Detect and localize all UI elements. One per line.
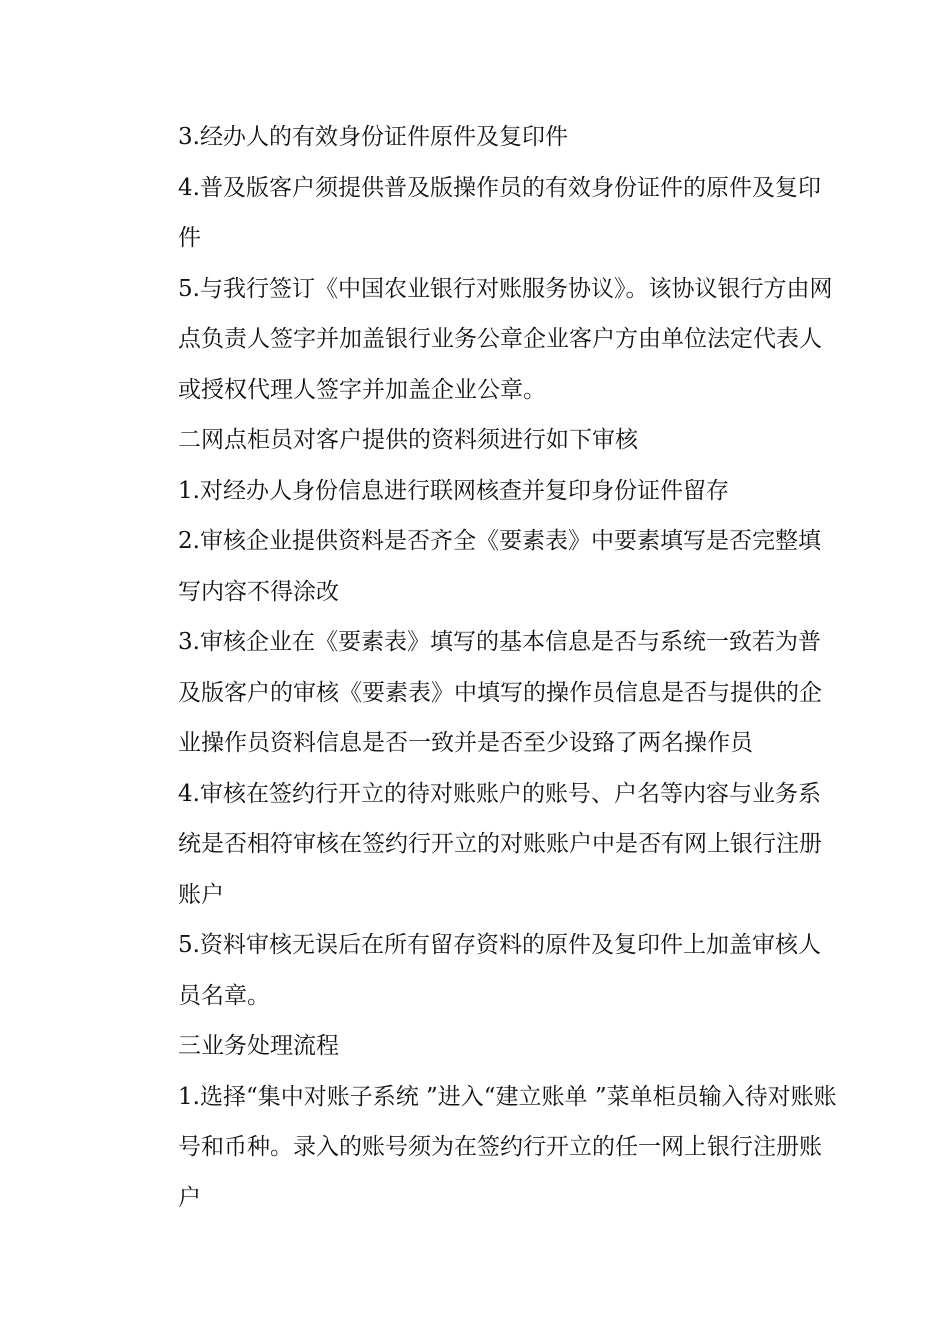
text-line: 3.经办人的有效身份证件原件及复印件 [178,124,568,150]
text-line: 3.审核企业在《要素表》填写的基本信息是否与系统一致若为普 [178,629,821,655]
section-heading: 二网点柜员对客户提供的资料须进行如下审核 [178,427,638,453]
text-line: 件 [178,225,201,251]
text-line: 1.对经办人身份信息进行联网核查并复印身份证件留存 [178,477,729,504]
text-line: 写内容不得涂改 [178,578,339,605]
document-body [178,112,837,1223]
text-line: 号和币种。录入的账号须为在签约行开立的任一网上银行注册账 [178,1134,822,1160]
text-line: 4.普及版客户须提供普及版操作员的有效身份证件的原件及复印 [178,174,821,201]
text-line: 点负责人签字并加盖银行业务公章企业客户方由单位法定代表人 [178,326,822,352]
section-heading: 三业务处理流程 [178,1033,339,1059]
text-line: 1.选择“集中对账子系统 ”进入“建立账单 ”菜单柜员输入待对账账 [178,1083,837,1110]
text-line: 5.资料审核无误后在所有留存资料的原件及复印件上加盖审核人 [178,932,821,958]
text-line: 4.审核在签约行开立的待对账账户的账号、户名等内容与业务系 [178,780,821,807]
text-line: 员名章。 [178,982,270,1009]
text-line: 或授权代理人签字并加盖企业公章。 [178,376,546,403]
text-line: 5.与我行签订《中国农业银行对账服务协议》。该协议银行方由网 [178,275,833,302]
text-line: 业操作员资料信息是否一致并是否至少设臵了两名操作员 [178,730,753,756]
text-line: 账户 [178,881,224,908]
text-line: 及版客户的审核《要素表》中填写的操作员信息是否与提供的企 [178,679,822,706]
text-line: 统是否相符审核在签约行开立的对账账户中是否有网上银行注册 [178,831,822,857]
text-line: 2.审核企业提供资料是否齐全《要素表》中要素填写是否完整填 [178,528,821,554]
text-line: 户 [178,1184,201,1211]
